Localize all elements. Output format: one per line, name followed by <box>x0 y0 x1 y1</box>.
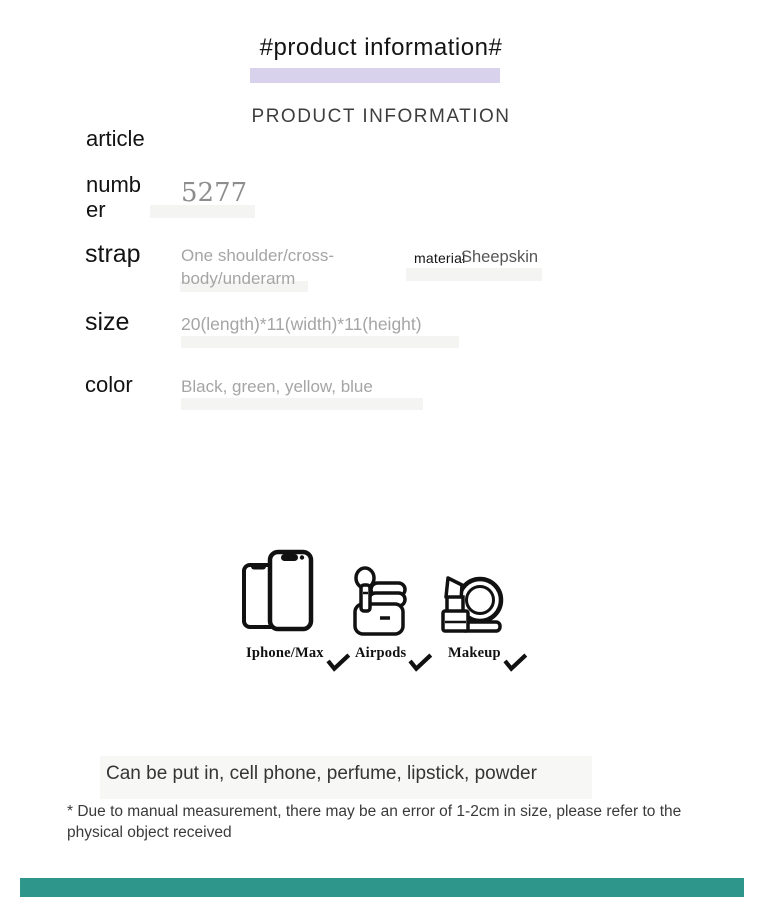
capacity-label: Makeup <box>448 645 501 661</box>
bottom-divider-bar <box>20 878 744 897</box>
background-smudge <box>406 268 542 281</box>
spec-label-color: color <box>85 372 133 397</box>
spec-label-number: number <box>86 172 142 222</box>
checkmark-icon <box>407 651 433 673</box>
spec-value-color: Black, green, yellow, blue <box>181 377 373 396</box>
makeup-icon <box>437 564 505 636</box>
iphone-icon <box>240 549 316 635</box>
airpods-icon <box>347 566 409 636</box>
spec-value-material: Sheepskin <box>461 248 539 266</box>
background-smudge <box>181 336 459 348</box>
spec-label-size: size <box>85 308 130 336</box>
capacity-item-airpods <box>355 645 432 672</box>
background-smudge <box>181 398 423 410</box>
capacity-item-makeup <box>448 645 527 672</box>
title-accent-bar <box>250 68 500 83</box>
checkmark-icon <box>325 651 351 673</box>
checkmark-icon <box>502 651 528 673</box>
spec-label-strap: strap <box>85 240 141 268</box>
page-subtitle: PRODUCT INFORMATION <box>251 106 511 127</box>
spec-value-number: 5277 <box>181 178 248 208</box>
page-title: #product information# <box>259 34 503 61</box>
capacity-item-iphone <box>246 645 350 672</box>
capacity-label: Airpods <box>355 645 407 661</box>
spec-value-strap: One shoulder/cross-body/underarm <box>181 246 335 288</box>
capacity-summary: Can be put in, cell phone, perfume, lipstick, powder <box>106 763 537 784</box>
spec-label-material: material <box>414 250 466 266</box>
spec-label-article: article <box>86 126 145 151</box>
measurement-footnote: * Due to manual measurement, there may be an error of 1-2cm in size, please refer to the physical object received <box>67 803 682 841</box>
spec-value-size: 20(length)*11(width)*11(height) <box>181 314 422 334</box>
capacity-label: Iphone/Max <box>246 645 324 661</box>
